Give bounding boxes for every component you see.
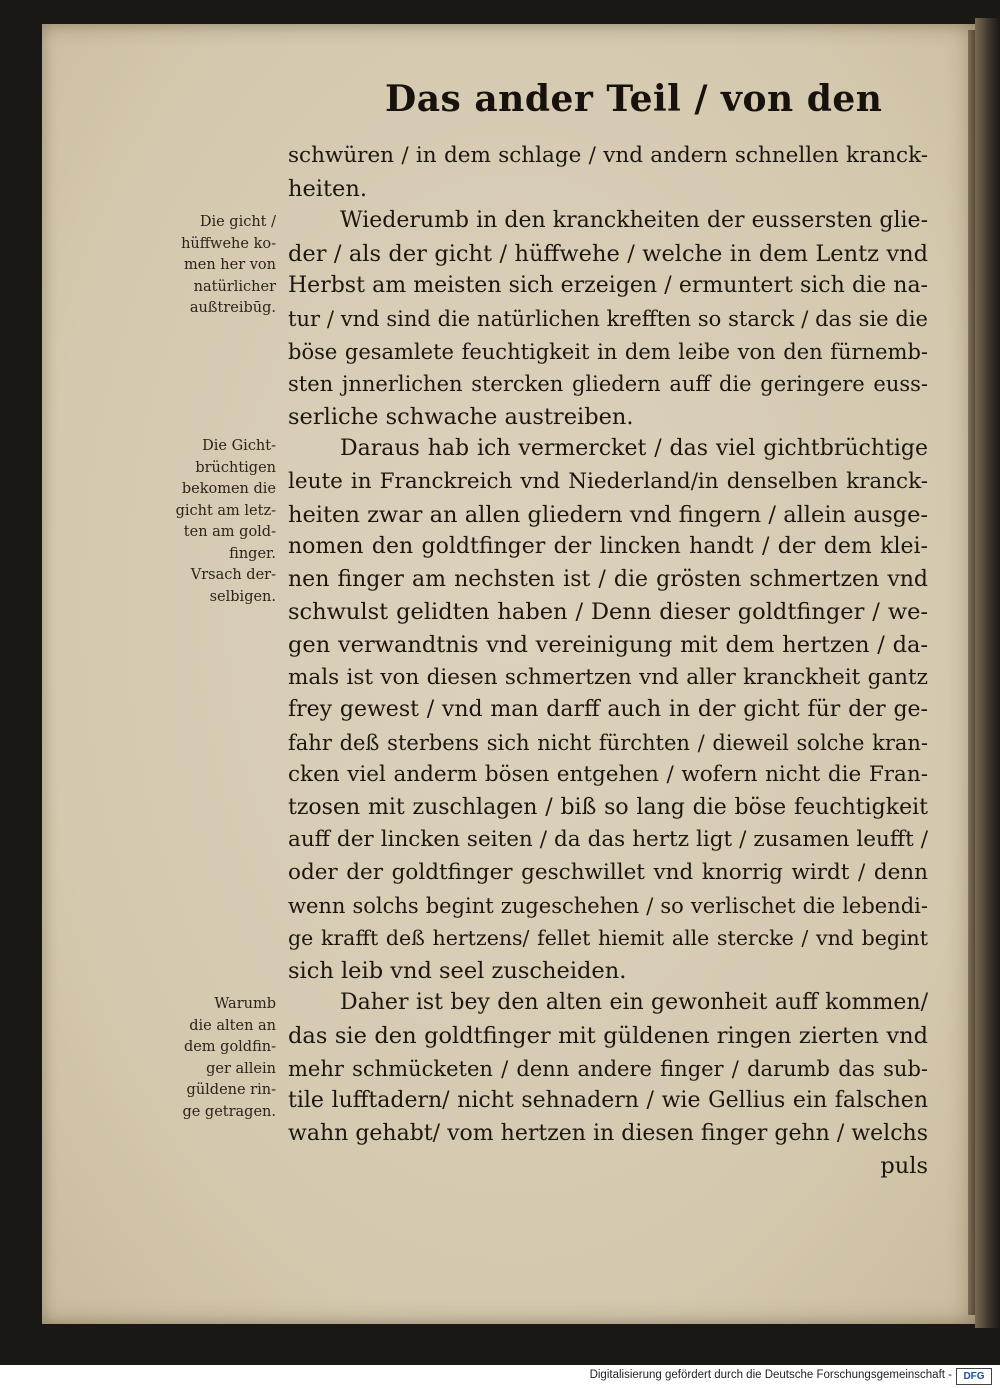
paragraph-start: Daher ist bey den alten ein gewonheit auff kommen/ <box>340 990 928 1016</box>
marginal-line: außtreibūg. <box>189 300 276 316</box>
marginal-line: Die Gicht- <box>202 438 276 454</box>
body-line: ge krafft deß hertzens/ fellet hiemit alle stercke / vnd begint <box>288 926 928 951</box>
body-line: frey gewest / vnd man darff auch in der gicht für der ge- <box>288 697 928 723</box>
marginal-line: ten am gold- <box>183 524 276 540</box>
marginal-line: bekomen die <box>181 481 276 497</box>
body-line: gen verwandtnis vnd vereinigung mit dem hertzen / da- <box>288 631 928 658</box>
marginal-note-rings <box>158 994 276 1123</box>
marginal-line: dem goldfin- <box>183 1039 276 1055</box>
marginal-line: Warumb <box>214 996 276 1012</box>
marginal-line: ger allein <box>206 1060 276 1077</box>
marginal-line: Die gicht / <box>199 214 276 230</box>
body-line: tzosen mit zuschlagen / biß so lang die böse feuchtigkeit <box>288 794 928 820</box>
body-line: schwulst gelidten haben / Denn dieser goldtfinger / we- <box>288 599 928 626</box>
marginal-note-gout <box>158 212 276 320</box>
body-line: heiten zwar an allen gliedern vnd fingern / allein ausge- <box>288 501 928 528</box>
body-line: sten jnnerlichen stercken gliedern auff die geringere euss- <box>288 372 928 397</box>
body-line: auff der lincken seiten / da das hertz ligt / zusamen leufft / <box>288 827 928 853</box>
body-line: tur / vnd sind die natürlichen krefften so starck / das sie die <box>288 306 928 331</box>
marginal-line: brüchtigen <box>195 459 276 476</box>
body-line: nen finger am nechsten ist / die grösten schmertzen vnd <box>288 566 928 592</box>
marginal-line: natürlicher <box>193 278 276 295</box>
body-text <box>288 140 928 1183</box>
marginal-line: gicht am letz- <box>175 502 276 519</box>
footer-credit: Digitalisierung gefördert durch die Deutsche Forschungsgemeinschaft - <box>589 1369 952 1381</box>
body-line: das sie den goldtfinger mit güldenen ringen zierten vnd <box>288 1023 928 1050</box>
body-line: Herbst am meisten sich erzeigen / ermuntert sich die na- <box>288 273 928 299</box>
body-line: tile lufftadern/ nicht sehnadern / wie Gellius ein falschen <box>288 1088 928 1114</box>
marginal-line: güldene rin- <box>186 1082 276 1098</box>
dfg-logo: DFG <box>956 1368 992 1385</box>
marginal-line: selbigen. <box>209 588 276 605</box>
book-gutter <box>975 18 1000 1328</box>
body-line: schwüren / in dem schlage / vnd andern schnellen kranck- <box>288 143 928 168</box>
body-line: der / als der gicht / hüffwehe / welche in dem Lentz vnd <box>288 240 928 267</box>
body-line: böse gesamlete feuchtigkeit in dem leibe von den fürnemb- <box>288 339 928 364</box>
body-line: serliche schwache austreiben. <box>288 403 634 430</box>
body-line: leute in Franckreich vnd Niederland/in denselben kranck- <box>288 468 928 494</box>
running-head: Das ander Teil / von den <box>385 78 883 120</box>
body-line: wahn gehabt/ vom hertzen in diesen finger gehn / welchs <box>288 1120 928 1146</box>
body-line: mals ist von diesen schmertzen vnd aller kranckheit gantz <box>288 664 928 690</box>
marginal-note-goldfinger <box>158 436 276 608</box>
paragraph-start: Daraus hab ich vermercket / das viel gichtbrüchtige <box>340 436 928 462</box>
marginal-line: hüffwehe ko- <box>181 235 276 252</box>
body-line: nomen den goldtfinger der lincken handt / der dem klei- <box>288 534 928 560</box>
body-line: heiten. <box>288 175 368 202</box>
paragraph-start: Wiederumb in den kranckheiten der eussersten glie- <box>340 208 928 234</box>
marginal-line: die alten an <box>189 1017 276 1034</box>
catchword: puls <box>880 1153 928 1180</box>
marginal-line: finger. <box>229 545 276 562</box>
body-line: cken viel anderm bösen entgehen / wofern nicht die Fran- <box>288 762 928 788</box>
body-line: fahr deß sterbens sich nicht fürchten / dieweil solche kran- <box>288 730 928 755</box>
body-line: sich leib vnd seel zuscheiden. <box>288 957 627 984</box>
marginal-line: Vrsach der- <box>190 567 276 583</box>
body-line: wenn solchs begint zugeschehen / so verlischet die lebendi- <box>288 893 928 918</box>
body-line: oder der goldtfinger geschwillet vnd knorrig wirdt / denn <box>288 860 928 886</box>
marginal-line: men her von <box>184 257 276 273</box>
body-line: mehr schmücketen / denn andere finger / darumb das sub- <box>288 1056 928 1081</box>
marginal-line: ge getragen. <box>182 1103 276 1120</box>
